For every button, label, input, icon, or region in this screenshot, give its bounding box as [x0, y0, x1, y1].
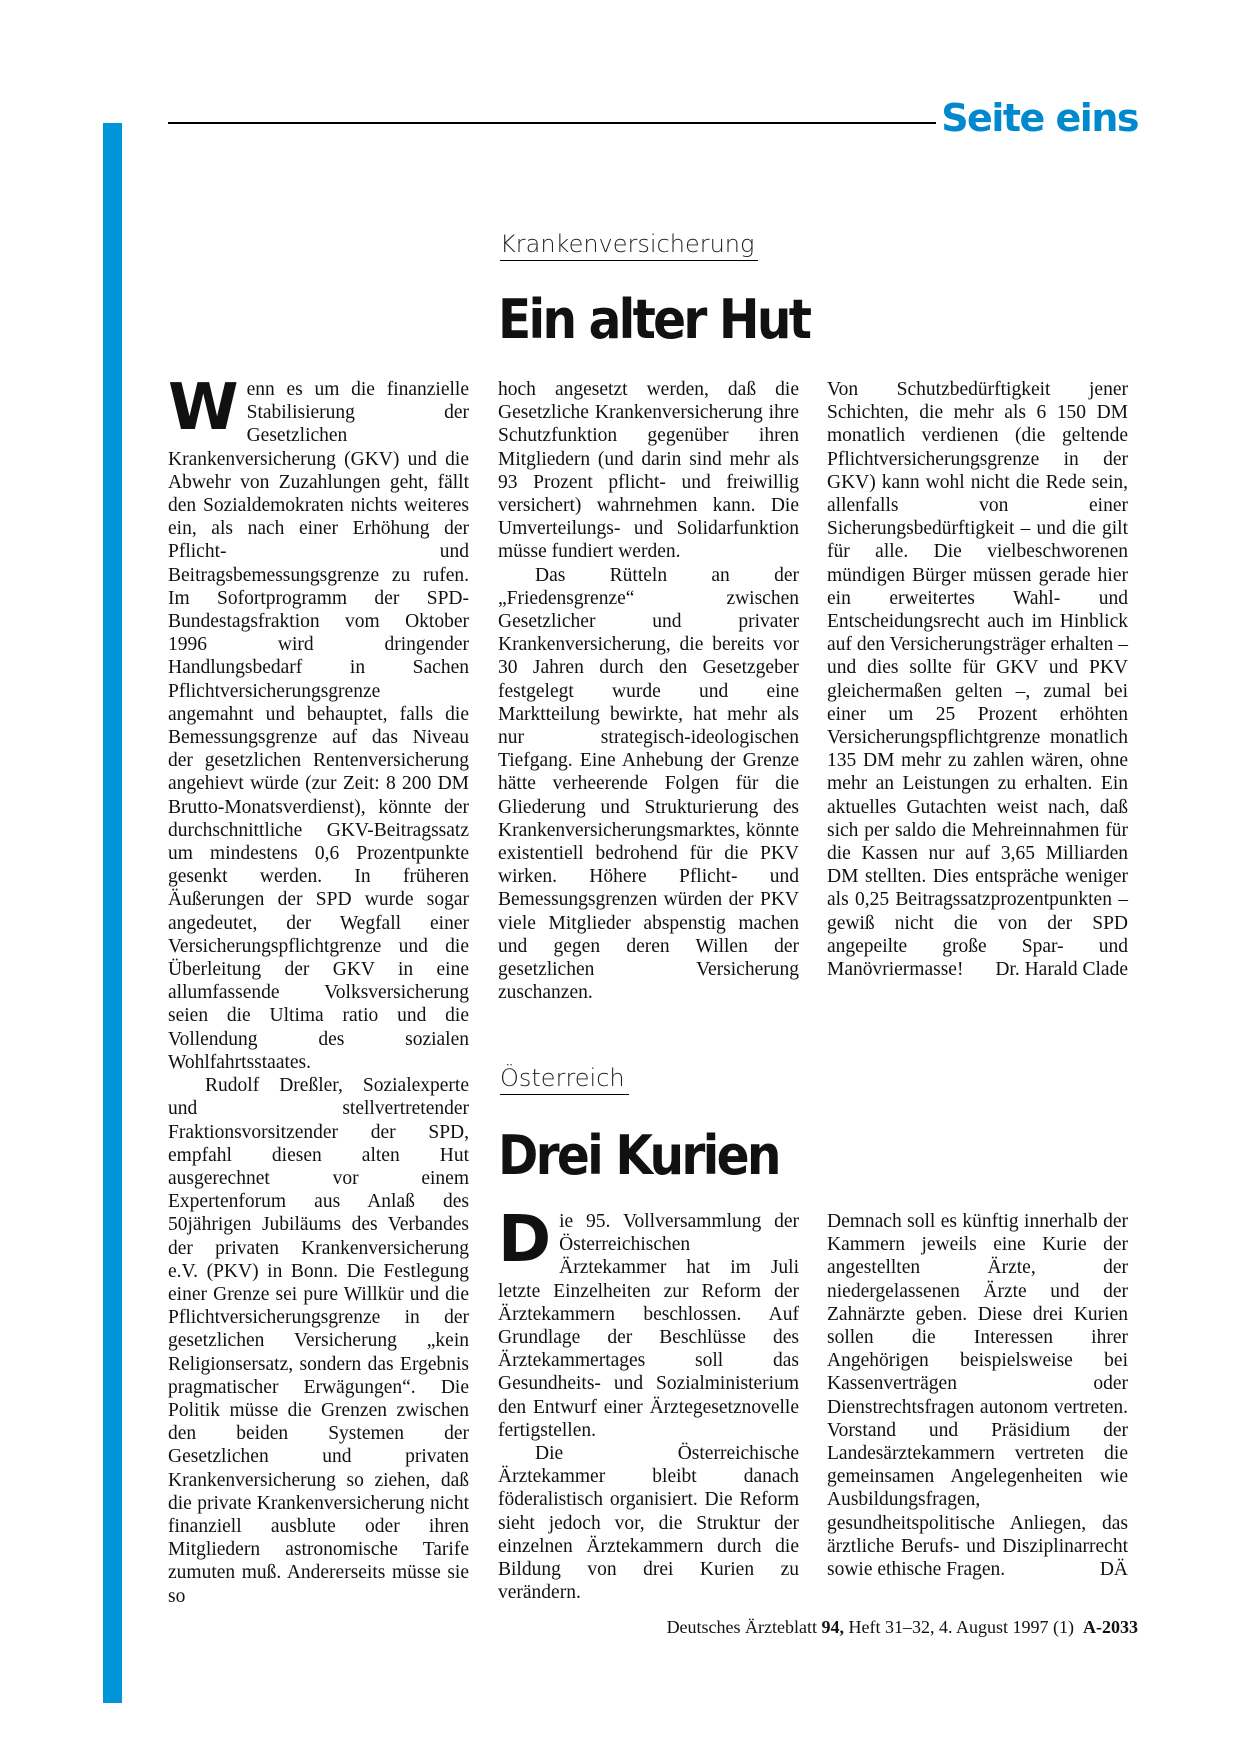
article1-column-3 [827, 378, 1128, 981]
article1-column-2 [498, 378, 799, 1004]
article1-col2-paragraph-1: hoch angesetzt werden, daß die Gesetzliche Krankenversicherung ihre Schutzfunktion gegenüber ihren Mitgliedern (und darin sind mehr als 93 Prozent pflicht- und freiwillig versichert) wahrnehmen kann. Die Umverteilungs- und Solidarfunktion müsse fundiert werden. [498, 379, 799, 563]
footer-volume: 94, [821, 1617, 845, 1637]
article2-signature: DÄ [1099, 1559, 1128, 1581]
header-rule [168, 122, 936, 124]
article1-col1-paragraph-1: enn es um die finanzielle Stabilisierung der Gesetzlichen Krankenversicherung (GKV) und die Abwehr von Zuzahlungen geht, fällt den Sozialdemokraten nichts weiteres ein, als nach einer Erhöhung der Pflicht- und Beitragsbemessungsgrenze zu rufen. Im Sofortprogramm der SPD-Bundestagsfraktion vom Oktober 1996 wird dringender Handlungsbedarf in Sachen Pflichtversicherungsgrenze angemahnt und behauptet, falls die Bemessungsgrenze auf das Niveau der gesetzlichen Rentenversicherung angehievt würde (zur Zeit: 8 200 DM Brutto-Monatsverdienst), könnte der durchschnittliche GKV-Beitragssatz um mindestens 0,6 Prozentpunkte gesenkt werden. In früheren Äußerungen der SPD wurde sogar angedeutet, der Wegfall einer Versicherungspflichtgrenze und die Überleitung der GKV in eine allumfassende Volksversicherung seien die Ultima ratio und die Vollendung des sozialen Wohlfahrtsstaates. [168, 379, 469, 1073]
article2-col3-paragraph-1: Demnach soll es künftig innerhalb der Kammern jeweils eine Kurie der angestellten Ärzte, der niedergelassenen Ärzte und der Zahnärzte geben. Diese drei Kurien sollen die Interessen ihrer Angehörigen beispielsweise bei Kassenverträgen oder Dienstrechtsfragen autonom vertreten. Vorstand und Präsidium der Landesärztekammern vertreten die gemeinsamen Angelegenheiten wie Ausbildungsfragen, gesundheitspolitische Anliegen, das ärztliche Berufs- und Disziplinarrecht sowie ethische Fragen. [827, 1211, 1128, 1581]
article2-dropcap: D [498, 1203, 552, 1277]
article1-kicker: Krankenversicherung [500, 228, 758, 261]
article2-col2-paragraph-2: Die Österreichische Ärztekammer bleibt danach föderalistisch organisiert. Die Reform sieht jedoch vor, die Struktur der einzelnen Ärztekammern durch die Bildung von drei Kurien zu verändern. [498, 1443, 799, 1604]
article2-column-2 [498, 1203, 799, 1604]
footer-page-number: A-2033 [1083, 1617, 1138, 1637]
article2-kicker: Österreich [500, 1062, 629, 1095]
footer-issue: Heft 31–32, 4. August 1997 (1) [848, 1617, 1074, 1637]
article1-col2-paragraph-2: Das Rütteln an der „Friedensgrenze“ zwischen Gesetzlicher und privater Krankenversicherung, die bereits vor 30 Jahren durch den Gesetzgeber festgelegt wurde und eine Marktteilung bewirkte, hat mehr als nur strategisch-ideologischen Tiefgang. Eine Anhebung der Grenze hätte verheerende Folgen für die Gliederung und Strukturierung des Krankenversicherungsmarktes, könnte existentiell bedrohend für die PKV wirken. Höhere Pflicht- und Bemessungsgrenzen würden der PKV viele Mitglieder abspenstig machen und gegen deren Willen der gesetzlichen Versicherung zuschanzen. [498, 564, 799, 1004]
page-footer [560, 1617, 1138, 1638]
article2-column-3 [827, 1210, 1128, 1581]
footer-journal: Deutsches Ärzteblatt [666, 1617, 818, 1637]
article1-col1-paragraph-2: Rudolf Dreßler, Sozialexperte und stellvertretender Fraktionsvorsitzender der SPD, empfahl diesen alten Hut ausgerechnet vor einem Expertenforum aus Anlaß des 50jährigen Jubiläums des Verbandes der privaten Krankenversicherung e.V. (PKV) in Bonn. Die Festlegung einer Grenze sei pure Willkür und die Pflichtversicherungsgrenze in der gesetzlichen Versicherung „kein Religionsersatz, sondern das Ergebnis pragmatischer Erwägungen“. Die Politik müsse die Grenzen zwischen den beiden Systemen der Gesetzlichen und privaten Krankenversicherung so ziehen, daß die private Krankenversicherung nicht finanziell ausblute oder ihren Mitgliedern astronomische Tarife zumuten muß. Andererseits müsse sie so [168, 1075, 469, 1607]
article1-column-1 [168, 371, 469, 1608]
article1-signature: Dr. Harald Clade [995, 959, 1128, 981]
article1-col3-paragraph-1: Von Schutzbedürftigkeit jener Schichten, die mehr als 6 150 DM monatlich verdienen (die geltende Pflichtversicherungsgrenze in der GKV) kann wohl nicht die Rede sein, allenfalls von einer Sicherungsbedürftigkeit – und die gilt für alle. Die vielbeschworenen mündigen Bürger müssen gerade hier ein erweitertes Wahl- und Entscheidungsrecht auch im Hinblick auf den Versicherungsträger erhalten – und dies sollte für GKV und PKV gleichermaßen gelten –, zumal bei einer um 25 Prozent erhöhten Versicherungspflichtgrenze monatlich 135 DM mehr zu zahlen wären, ohne mehr an Leistungen zu erhalten. Ein aktuelles Gutachten weist nach, daß sich per saldo die Mehreinnahmen für die Kassen nur auf 3,65 Milliarden DM stellten. Dies entspräche weniger als 0,25 Beitragssatzprozentpunkten – gewiß nicht die von der SPD angepeilte große Spar- und Manövriermasse! [827, 379, 1128, 981]
article2-headline: Drei Kurien [498, 1124, 779, 1187]
accent-sidebar-bar [103, 123, 122, 1703]
article2-col2-paragraph-1: ie 95. Vollversammlung der Österreichischen Ärztekammer hat im Juli letzte Einzelheiten zur Reform der Ärztekammern beschlossen. Auf Grundlage der Beschlüsse des Ärztekammertages soll das Gesundheits- und Sozialministerium den Entwurf einer Ärztegesetznovelle fertigstellen. [498, 1211, 799, 1441]
section-label: Seite eins [941, 96, 1138, 140]
article1-headline: Ein alter Hut [498, 288, 810, 351]
article1-dropcap: W [168, 371, 239, 445]
